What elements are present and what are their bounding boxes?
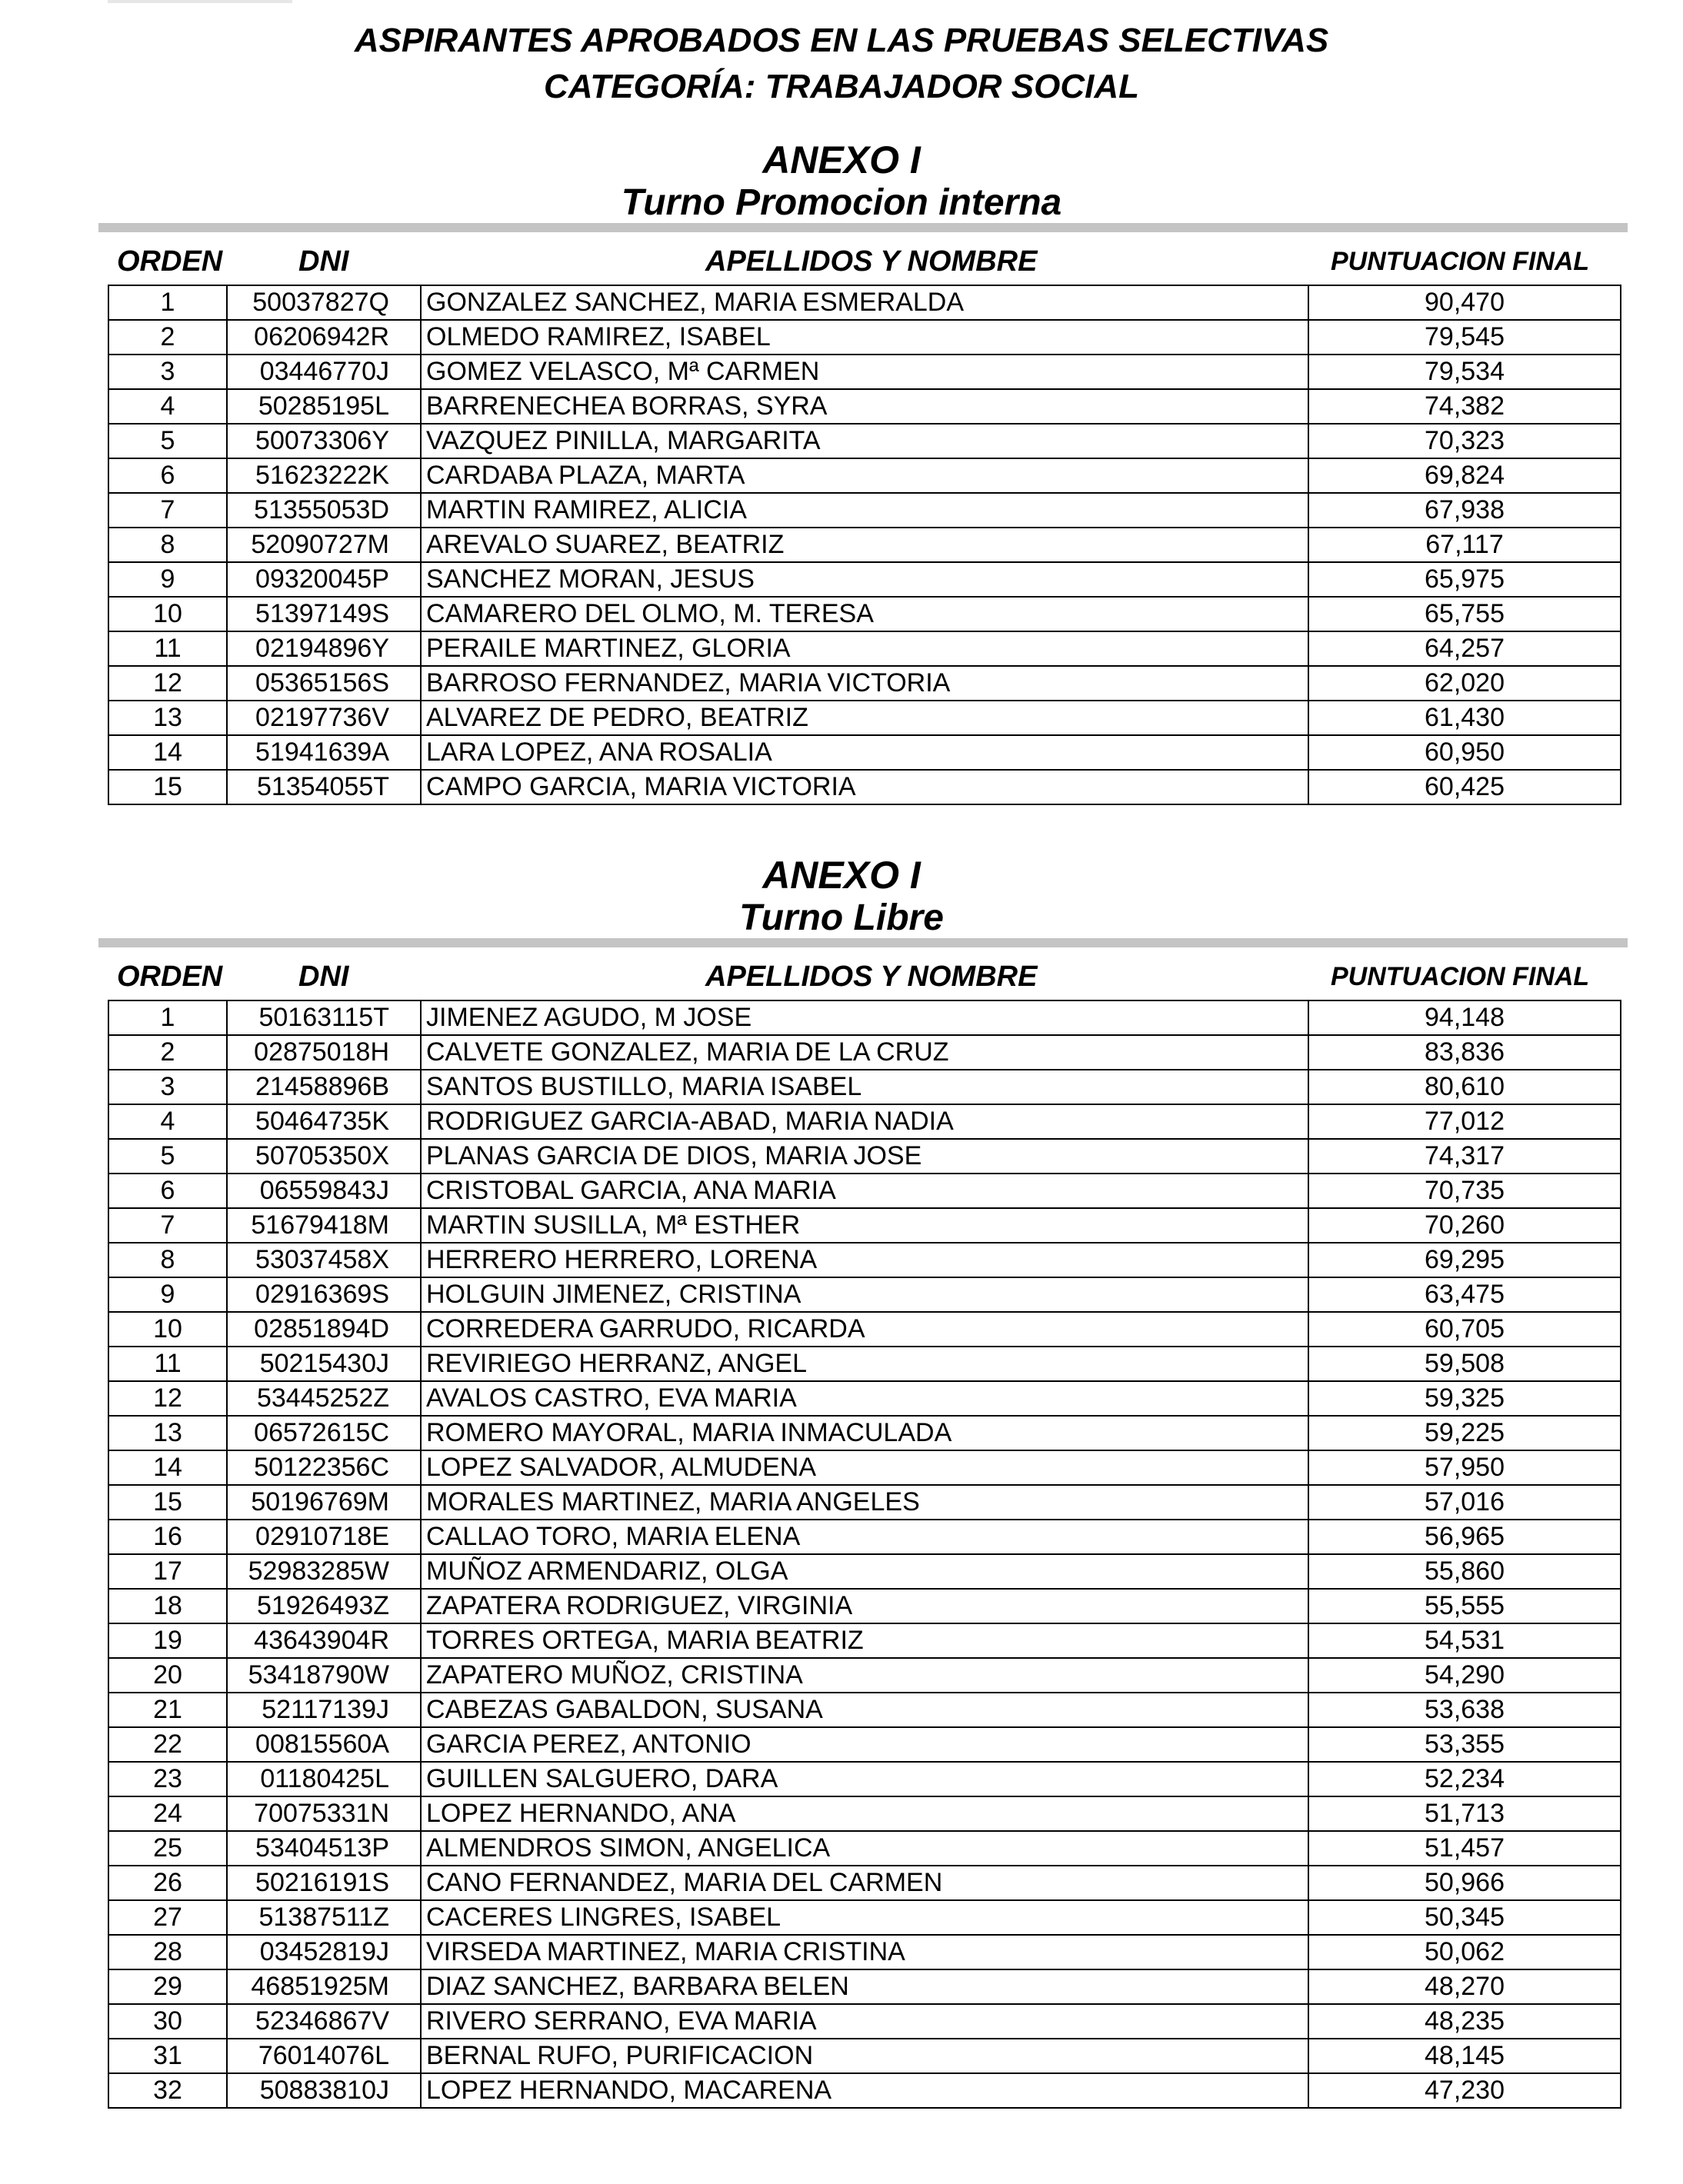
score-cell: 62,020 [1308,666,1621,701]
orden-cell: 12 [108,1381,227,1416]
orden-cell: 22 [108,1727,227,1762]
orden-cell: 9 [108,1277,227,1312]
name-cell: GUILLEN SALGUERO, DARA [421,1762,1308,1796]
name-cell: REVIRIEGO HERRANZ, ANGEL [421,1347,1308,1381]
name-cell: ZAPATERA RODRIGUEZ, VIRGINIA [421,1589,1308,1623]
orden-cell: 5 [108,1139,227,1174]
dni-cell: 06559843J [227,1174,421,1208]
dni-cell: 50883810J [227,2073,421,2108]
dni-cell: 01180425L [227,1762,421,1796]
section-1-separator [98,223,1628,232]
name-cell: TORRES ORTEGA, MARIA BEATRIZ [421,1623,1308,1658]
score-cell: 54,290 [1308,1658,1621,1693]
orden-cell: 18 [108,1589,227,1623]
table-row [108,1589,1621,1623]
score-cell: 70,735 [1308,1174,1621,1208]
table-row [108,1485,1621,1520]
orden-cell: 10 [108,597,227,631]
table-row [108,1243,1621,1277]
orden-cell: 15 [108,1485,227,1520]
table-row [108,1658,1621,1693]
table-row [108,493,1621,528]
orden-cell: 23 [108,1762,227,1796]
dni-cell: 02197736V [227,701,421,735]
name-cell: CRISTOBAL GARCIA, ANA MARIA [421,1174,1308,1208]
name-cell: CACERES LINGRES, ISABEL [421,1900,1308,1935]
dni-cell: 02875018H [227,1035,421,1070]
name-cell: AREVALO SUAREZ, BEATRIZ [421,528,1308,562]
section-1-col-dni: DNI [298,245,349,278]
dni-cell: 00815560A [227,1727,421,1762]
name-cell: BARROSO FERNANDEZ, MARIA VICTORIA [421,666,1308,701]
dni-cell: 06572615C [227,1416,421,1450]
dni-cell: 52090727M [227,528,421,562]
table-row [108,1381,1621,1416]
score-cell: 50,345 [1308,1900,1621,1935]
dni-cell: 02194896Y [227,631,421,666]
orden-cell: 3 [108,1070,227,1104]
name-cell: LOPEZ HERNANDO, ANA [421,1796,1308,1831]
orden-cell: 6 [108,458,227,493]
name-cell: DIAZ SANCHEZ, BARBARA BELEN [421,1969,1308,2004]
dni-cell: 50037827Q [227,285,421,320]
name-cell: MARTIN RAMIREZ, ALICIA [421,493,1308,528]
name-cell: CANO FERNANDEZ, MARIA DEL CARMEN [421,1866,1308,1900]
section-1-turno: Turno Promocion interna [621,182,1062,223]
score-cell: 59,325 [1308,1381,1621,1416]
orden-cell: 26 [108,1866,227,1900]
score-cell: 47,230 [1308,2073,1621,2108]
orden-cell: 15 [108,770,227,804]
orden-cell: 6 [108,1174,227,1208]
score-cell: 50,966 [1308,1866,1621,1900]
section-2-col-orden: ORDEN [117,960,223,993]
dni-cell: 05365156S [227,666,421,701]
table-row [108,1312,1621,1347]
name-cell: PLANAS GARCIA DE DIOS, MARIA JOSE [421,1139,1308,1174]
orden-cell: 31 [108,2039,227,2073]
section-2-separator [98,938,1628,947]
name-cell: CARDABA PLAZA, MARTA [421,458,1308,493]
table-row [108,1070,1621,1104]
dni-cell: 46851925M [227,1969,421,2004]
score-cell: 80,610 [1308,1070,1621,1104]
name-cell: ALVAREZ DE PEDRO, BEATRIZ [421,701,1308,735]
orden-cell: 27 [108,1900,227,1935]
table-row [108,1623,1621,1658]
name-cell: MARTIN SUSILLA, Mª ESTHER [421,1208,1308,1243]
name-cell: HERRERO HERRERO, LORENA [421,1243,1308,1277]
name-cell: MORALES MARTINEZ, MARIA ANGELES [421,1485,1308,1520]
orden-cell: 5 [108,424,227,458]
document-category: CATEGORÍA: TRABAJADOR SOCIAL [543,68,1140,105]
dni-cell: 51926493Z [227,1589,421,1623]
dni-cell: 51354055T [227,770,421,804]
orden-cell: 16 [108,1520,227,1554]
name-cell: CALVETE GONZALEZ, MARIA DE LA CRUZ [421,1035,1308,1070]
score-cell: 57,950 [1308,1450,1621,1485]
score-cell: 60,425 [1308,770,1621,804]
orden-cell: 13 [108,701,227,735]
table-row [108,285,1621,320]
dni-cell: 50073306Y [227,424,421,458]
dni-cell: 53445252Z [227,1381,421,1416]
dni-cell: 76014076L [227,2039,421,2073]
score-cell: 69,824 [1308,458,1621,493]
name-cell: LOPEZ SALVADOR, ALMUDENA [421,1450,1308,1485]
score-cell: 90,470 [1308,285,1621,320]
table-row [108,1900,1621,1935]
table-row [108,562,1621,597]
score-cell: 74,317 [1308,1139,1621,1174]
name-cell: RIVERO SERRANO, EVA MARIA [421,2004,1308,2039]
section-1-table [108,285,1621,805]
name-cell: LOPEZ HERNANDO, MACARENA [421,2073,1308,2108]
dni-cell: 50285195L [227,389,421,424]
dni-cell: 53037458X [227,1243,421,1277]
orden-cell: 11 [108,1347,227,1381]
name-cell: JIMENEZ AGUDO, M JOSE [421,1000,1308,1035]
score-cell: 61,430 [1308,701,1621,735]
table-row [108,320,1621,355]
table-row [108,528,1621,562]
score-cell: 70,323 [1308,424,1621,458]
orden-cell: 12 [108,666,227,701]
table-row [108,1416,1621,1450]
table-row [108,770,1621,804]
table-row [108,1450,1621,1485]
dni-cell: 51397149S [227,597,421,631]
orden-cell: 1 [108,285,227,320]
table-row [108,1554,1621,1589]
orden-cell: 11 [108,631,227,666]
orden-cell: 30 [108,2004,227,2039]
score-cell: 77,012 [1308,1104,1621,1139]
table-row [108,1935,1621,1969]
orden-cell: 13 [108,1416,227,1450]
name-cell: GOMEZ VELASCO, Mª CARMEN [421,355,1308,389]
orden-cell: 19 [108,1623,227,1658]
dni-cell: 52983285W [227,1554,421,1589]
table-row [108,1277,1621,1312]
score-cell: 64,257 [1308,631,1621,666]
dni-cell: 70075331N [227,1796,421,1831]
scan-artifact [108,0,292,3]
score-cell: 67,938 [1308,493,1621,528]
score-cell: 53,355 [1308,1727,1621,1762]
section-2-turno: Turno Libre [739,897,944,938]
name-cell: VAZQUEZ PINILLA, MARGARITA [421,424,1308,458]
dni-cell: 52346867V [227,2004,421,2039]
orden-cell: 24 [108,1796,227,1831]
orden-cell: 20 [108,1658,227,1693]
name-cell: GONZALEZ SANCHEZ, MARIA ESMERALDA [421,285,1308,320]
dni-cell: 50163115T [227,1000,421,1035]
orden-cell: 17 [108,1554,227,1589]
section-1-col-puntuacion: PUNTUACION FINAL [1331,247,1590,276]
table-row [108,701,1621,735]
table-row [108,424,1621,458]
dni-cell: 50122356C [227,1450,421,1485]
name-cell: CAMARERO DEL OLMO, M. TERESA [421,597,1308,631]
score-cell: 67,117 [1308,528,1621,562]
orden-cell: 7 [108,1208,227,1243]
table-row [108,1796,1621,1831]
section-1-col-nombre: APELLIDOS Y NOMBRE [705,245,1038,278]
orden-cell: 2 [108,320,227,355]
table-row [108,1347,1621,1381]
score-cell: 57,016 [1308,1485,1621,1520]
dni-cell: 50196769M [227,1485,421,1520]
section-1-col-orden: ORDEN [117,245,223,278]
score-cell: 83,836 [1308,1035,1621,1070]
orden-cell: 4 [108,389,227,424]
table-row [108,2004,1621,2039]
table-row [108,355,1621,389]
dni-cell: 06206942R [227,320,421,355]
dni-cell: 21458896B [227,1070,421,1104]
score-cell: 55,555 [1308,1589,1621,1623]
orden-cell: 14 [108,735,227,770]
orden-cell: 25 [108,1831,227,1866]
score-cell: 63,475 [1308,1277,1621,1312]
score-cell: 59,225 [1308,1416,1621,1450]
score-cell: 48,235 [1308,2004,1621,2039]
score-cell: 54,531 [1308,1623,1621,1658]
orden-cell: 8 [108,1243,227,1277]
table-row [108,1520,1621,1554]
score-cell: 79,545 [1308,320,1621,355]
section-2-col-nombre: APELLIDOS Y NOMBRE [705,960,1038,993]
table-row [108,1831,1621,1866]
score-cell: 65,755 [1308,597,1621,631]
section-2-col-dni: DNI [298,960,349,993]
name-cell: BERNAL RUFO, PURIFICACION [421,2039,1308,2073]
name-cell: RODRIGUEZ GARCIA-ABAD, MARIA NADIA [421,1104,1308,1139]
dni-cell: 43643904R [227,1623,421,1658]
name-cell: HOLGUIN JIMENEZ, CRISTINA [421,1277,1308,1312]
dni-cell: 51679418M [227,1208,421,1243]
table-row [108,1693,1621,1727]
name-cell: ROMERO MAYORAL, MARIA INMACULADA [421,1416,1308,1450]
score-cell: 60,705 [1308,1312,1621,1347]
name-cell: CORREDERA GARRUDO, RICARDA [421,1312,1308,1347]
score-cell: 55,860 [1308,1554,1621,1589]
name-cell: GARCIA PEREZ, ANTONIO [421,1727,1308,1762]
name-cell: OLMEDO RAMIREZ, ISABEL [421,320,1308,355]
table-row [108,2039,1621,2073]
table-row [108,1139,1621,1174]
score-cell: 50,062 [1308,1935,1621,1969]
dni-cell: 52117139J [227,1693,421,1727]
section-2-table [108,1000,1621,2109]
score-cell: 65,975 [1308,562,1621,597]
dni-cell: 03446770J [227,355,421,389]
orden-cell: 21 [108,1693,227,1727]
table-row [108,597,1621,631]
table-row [108,1174,1621,1208]
dni-cell: 51387511Z [227,1900,421,1935]
table-row [108,1208,1621,1243]
orden-cell: 7 [108,493,227,528]
dni-cell: 50215430J [227,1347,421,1381]
name-cell: VIRSEDA MARTINEZ, MARIA CRISTINA [421,1935,1308,1969]
score-cell: 79,534 [1308,355,1621,389]
score-cell: 56,965 [1308,1520,1621,1554]
table-row [108,1969,1621,2004]
orden-cell: 14 [108,1450,227,1485]
name-cell: CALLAO TORO, MARIA ELENA [421,1520,1308,1554]
table-row [108,666,1621,701]
orden-cell: 9 [108,562,227,597]
table-row [108,1866,1621,1900]
table-row [108,2073,1621,2108]
section-2-anexo: ANEXO I [762,854,921,897]
score-cell: 51,713 [1308,1796,1621,1831]
orden-cell: 29 [108,1969,227,2004]
score-cell: 53,638 [1308,1693,1621,1727]
orden-cell: 10 [108,1312,227,1347]
document-title: ASPIRANTES APROBADOS EN LAS PRUEBAS SELECTIVAS [354,22,1329,59]
name-cell: ZAPATERO MUÑOZ, CRISTINA [421,1658,1308,1693]
dni-cell: 50464735K [227,1104,421,1139]
dni-cell: 02916369S [227,1277,421,1312]
score-cell: 51,457 [1308,1831,1621,1866]
name-cell: BARRENECHEA BORRAS, SYRA [421,389,1308,424]
table-row [108,1762,1621,1796]
table-row [108,1000,1621,1035]
dni-cell: 51355053D [227,493,421,528]
score-cell: 69,295 [1308,1243,1621,1277]
table-row [108,1104,1621,1139]
score-cell: 60,950 [1308,735,1621,770]
table-row [108,389,1621,424]
orden-cell: 32 [108,2073,227,2108]
score-cell: 48,145 [1308,2039,1621,2073]
dni-cell: 02851894D [227,1312,421,1347]
dni-cell: 53404513P [227,1831,421,1866]
table-row [108,1035,1621,1070]
orden-cell: 4 [108,1104,227,1139]
score-cell: 70,260 [1308,1208,1621,1243]
score-cell: 94,148 [1308,1000,1621,1035]
name-cell: PERAILE MARTINEZ, GLORIA [421,631,1308,666]
name-cell: SANCHEZ MORAN, JESUS [421,562,1308,597]
name-cell: AVALOS CASTRO, EVA MARIA [421,1381,1308,1416]
orden-cell: 8 [108,528,227,562]
dni-cell: 53418790W [227,1658,421,1693]
orden-cell: 3 [108,355,227,389]
dni-cell: 03452819J [227,1935,421,1969]
dni-cell: 09320045P [227,562,421,597]
score-cell: 59,508 [1308,1347,1621,1381]
name-cell: MUÑOZ ARMENDARIZ, OLGA [421,1554,1308,1589]
name-cell: LARA LOPEZ, ANA ROSALIA [421,735,1308,770]
dni-cell: 50216191S [227,1866,421,1900]
dni-cell: 50705350X [227,1139,421,1174]
score-cell: 48,270 [1308,1969,1621,2004]
name-cell: CAMPO GARCIA, MARIA VICTORIA [421,770,1308,804]
score-cell: 74,382 [1308,389,1621,424]
section-1-anexo: ANEXO I [762,138,921,181]
orden-cell: 28 [108,1935,227,1969]
dni-cell: 02910718E [227,1520,421,1554]
table-row [108,631,1621,666]
name-cell: SANTOS BUSTILLO, MARIA ISABEL [421,1070,1308,1104]
orden-cell: 2 [108,1035,227,1070]
dni-cell: 51941639A [227,735,421,770]
name-cell: CABEZAS GABALDON, SUSANA [421,1693,1308,1727]
section-2-col-puntuacion: PUNTUACION FINAL [1331,962,1590,991]
table-row [108,458,1621,493]
orden-cell: 1 [108,1000,227,1035]
table-row [108,735,1621,770]
table-row [108,1727,1621,1762]
score-cell: 52,234 [1308,1762,1621,1796]
name-cell: ALMENDROS SIMON, ANGELICA [421,1831,1308,1866]
dni-cell: 51623222K [227,458,421,493]
